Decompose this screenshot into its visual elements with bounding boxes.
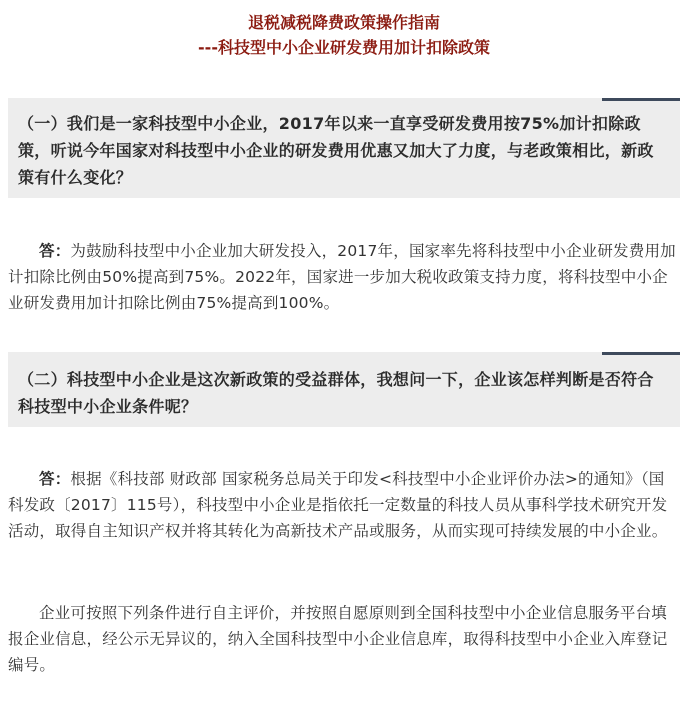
- answer-lead-2: 答：: [39, 470, 71, 488]
- document-header: [0, 10, 688, 60]
- answer-text-1: 为鼓励科技型中小企业加大研发投入，2017年，国家率先将科技型中小企业研发费用加计扣除比例由50%提高到75%。2022年，国家进一步加大税收政策支持力度，将科技型中小企业研发费用加计扣除比例由75%提高到100%。: [8, 242, 676, 312]
- document-title: 退税减税降费政策操作指南: [247, 13, 440, 32]
- question-text-1: （一）我们是一家科技型中小企业，2017年以来一直享受研发费用按75%加计扣除政策，听说今年国家对科技型中小企业的研发费用优惠又加大了力度，与老政策相比，新政策有什么变化？: [18, 114, 654, 187]
- question-box-2: [8, 352, 680, 427]
- document-subtitle: ---科技型中小企业研发费用加计扣除政策: [198, 38, 490, 57]
- answer-paragraph-2: [8, 466, 680, 544]
- body-paragraph-3: [8, 600, 680, 678]
- question-text-2: （二）科技型中小企业是这次新政策的受益群体，我想问一下，企业该怎样判断是否符合科技型中小企业条件呢？: [18, 370, 654, 416]
- answer-paragraph-1: [8, 238, 680, 316]
- answer-text-2: 根据《科技部 财政部 国家税务总局关于印发<科技型中小企业评价办法>的通知》（国科发政〔2017〕115号），科技型中小企业是指依托一定数量的科技人员从事科学技术研究开发活动，取得自主知识产权并将其转化为高新技术产品或服务，从而实现可持续发展的中小企业。: [8, 470, 668, 540]
- accent-bar: [602, 352, 680, 355]
- accent-bar: [602, 98, 680, 101]
- body-text-3: 企业可按照下列条件进行自主评价，并按照自愿原则到全国科技型中小企业信息服务平台填报企业信息，经公示无异议的，纳入全国科技型中小企业信息库，取得科技型中小企业入库登记编号。: [8, 604, 668, 674]
- answer-lead-1: 答：: [39, 242, 71, 260]
- question-box-1: [8, 98, 680, 198]
